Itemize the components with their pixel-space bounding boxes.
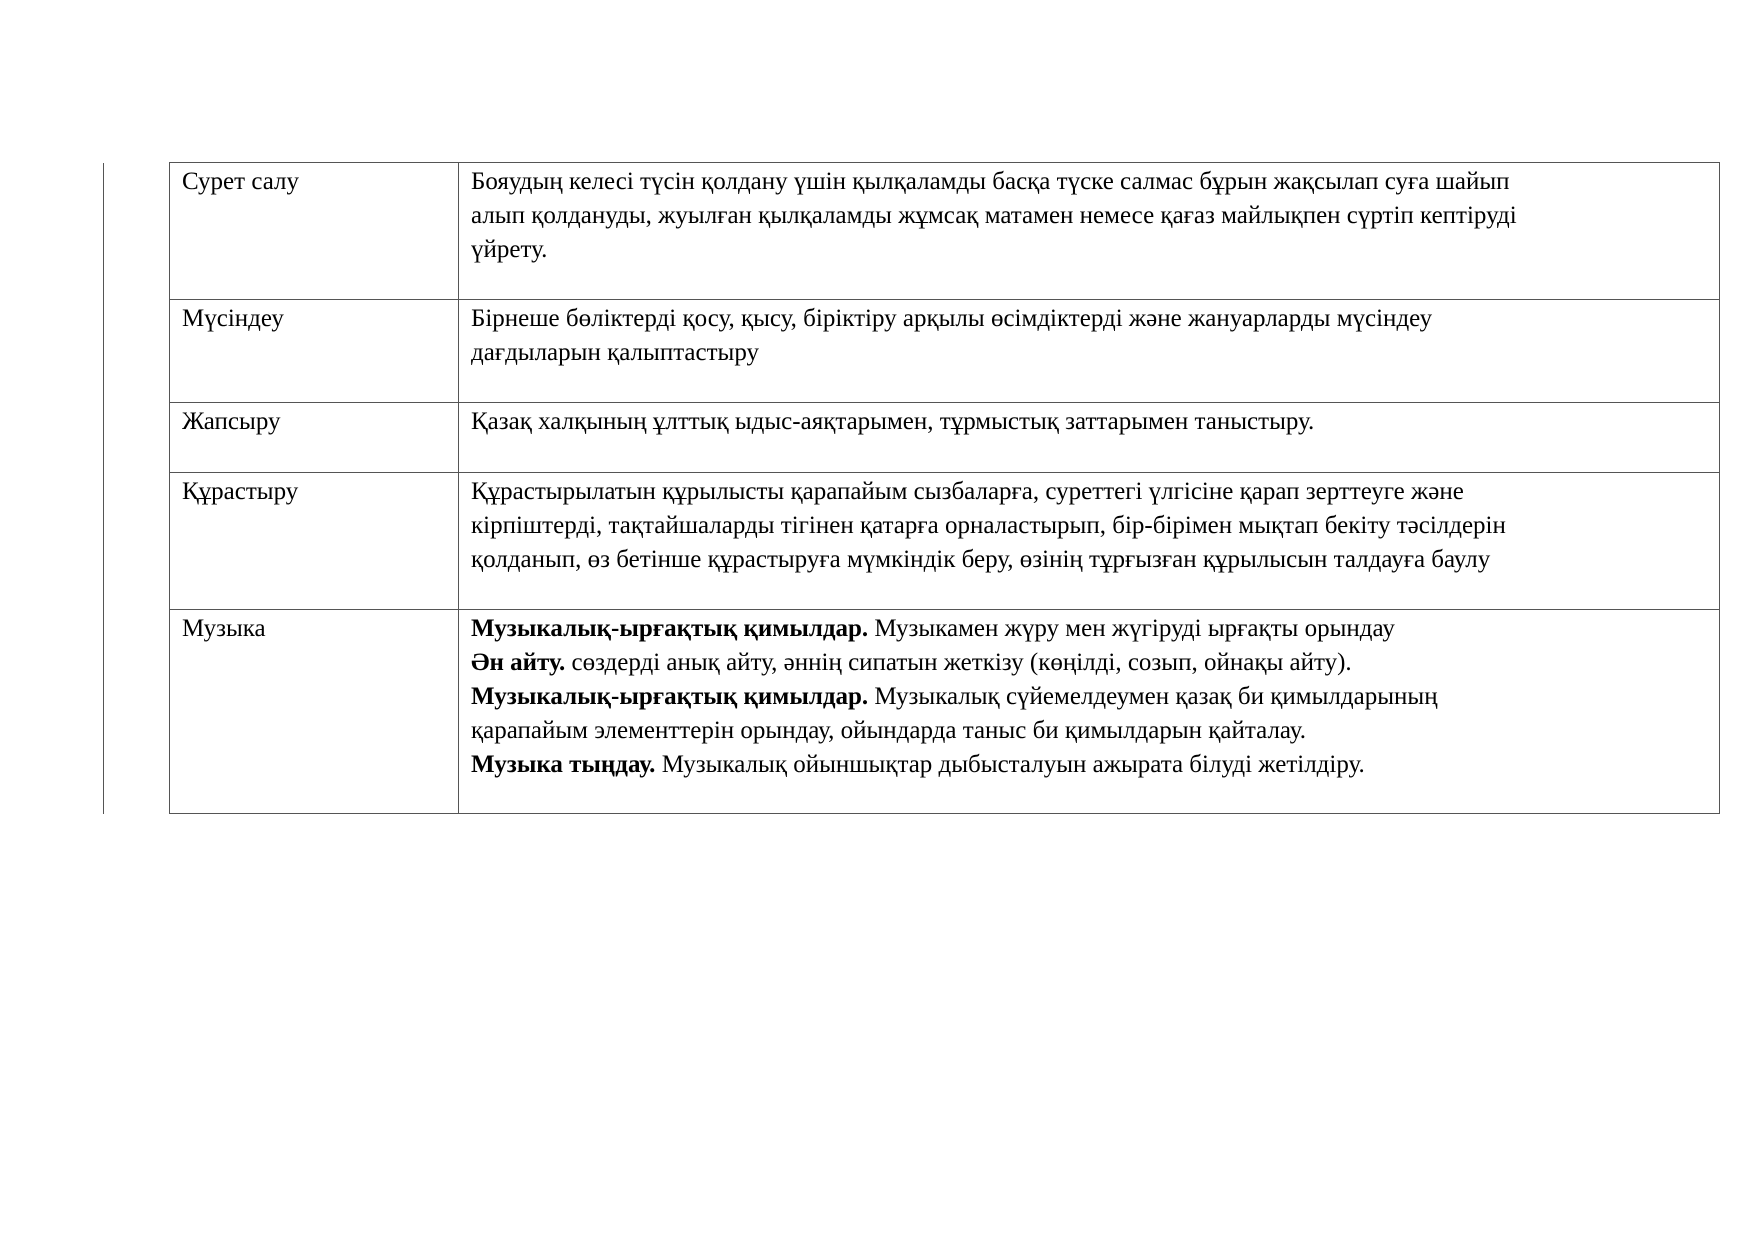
description-line: қолданып, өз бетінше құрастыруға мүмкіндік беру, өзінің тұрғызған құрылысын талдауға баулу bbox=[471, 546, 1491, 573]
music-heading: Музыка тыңдау. bbox=[471, 751, 656, 778]
curriculum-table bbox=[103, 162, 1720, 814]
description-line: Қазақ халқының ұлттық ыдыс-аяқтарымен, тұрмыстық заттарымен таныстыру. bbox=[471, 408, 1315, 435]
description-text bbox=[471, 403, 1709, 439]
music-text: Музыкалық ойыншықтар дыбысталуын ажырата білуді жетілдіру. bbox=[655, 751, 1365, 778]
music-heading: Музыкалық-ырғақтық қимылдар. bbox=[471, 615, 869, 642]
music-heading: Музыкалық-ырғақтық қимылдар. bbox=[471, 683, 869, 710]
description-line: алып қолдануды, жуылған қылқаламды жұмсақ матамен немесе қағаз майлықпен сүртіп кептіруді bbox=[471, 202, 1517, 229]
music-line bbox=[471, 612, 1709, 646]
description-cell bbox=[459, 300, 1720, 403]
description-line: үйрету. bbox=[471, 236, 548, 263]
description-line: кірпіштерді, тақтайшаларды тігінен қатарға орналастырып, бір-бірімен мықтап бекіту тәсілдерін bbox=[471, 512, 1506, 539]
subject-label: Мүсіндеу bbox=[182, 305, 284, 332]
description-line: дағдыларын қалыптастыру bbox=[471, 339, 760, 366]
table-row bbox=[104, 403, 1720, 473]
subject-cell bbox=[170, 403, 459, 473]
table-row bbox=[104, 610, 1720, 814]
subject-label: Құрастыру bbox=[182, 478, 299, 505]
music-text: сөздерді анық айту, әннің сипатын жеткізу (көңілді, созып, ойнақы айту). bbox=[565, 649, 1352, 676]
table-row bbox=[104, 473, 1720, 610]
description-cell bbox=[459, 403, 1720, 473]
description-line: Бояудың келесі түсін қолдану үшін қылқаламды басқа түске салмас бұрын жақсылап суға шайып bbox=[471, 168, 1510, 195]
subject-cell bbox=[170, 300, 459, 403]
music-line bbox=[471, 748, 1709, 782]
music-line bbox=[471, 646, 1709, 680]
table-row bbox=[104, 163, 1720, 300]
description-line: Бірнеше бөліктерді қосу, қысу, біріктіру арқылы өсімдіктерді және жануарларды мүсіндеу bbox=[471, 305, 1433, 332]
description-text bbox=[471, 300, 1709, 370]
subject-label: Жапсыру bbox=[182, 408, 281, 435]
music-line bbox=[471, 714, 1709, 748]
description-text bbox=[471, 610, 1709, 782]
music-line bbox=[471, 680, 1709, 714]
description-text bbox=[471, 473, 1709, 577]
description-cell bbox=[459, 163, 1720, 300]
description-cell bbox=[459, 610, 1720, 814]
music-text: Музыкалық сүйемелдеумен қазақ би қимылдарының bbox=[868, 683, 1438, 710]
table-row bbox=[104, 300, 1720, 403]
description-text bbox=[471, 163, 1709, 267]
subject-cell bbox=[170, 473, 459, 610]
description-line: Құрастырылатын құрылысты қарапайым сызбаларға, суреттегі үлгісіне қарап зерттеуге және bbox=[471, 478, 1464, 505]
empty-left-column bbox=[104, 163, 170, 814]
music-text: Музыкамен жүру мен жүгіруді ырғақты орындау bbox=[868, 615, 1395, 642]
subject-label: Сурет салу bbox=[182, 168, 300, 195]
subject-cell bbox=[170, 163, 459, 300]
subject-cell bbox=[170, 610, 459, 814]
subject-label: Музыка bbox=[182, 615, 266, 642]
music-text: қарапайым элементтерін орындау, ойындарда таныс би қимылдарын қайталау. bbox=[471, 717, 1306, 744]
description-cell bbox=[459, 473, 1720, 610]
music-heading: Ән айту. bbox=[471, 649, 566, 676]
